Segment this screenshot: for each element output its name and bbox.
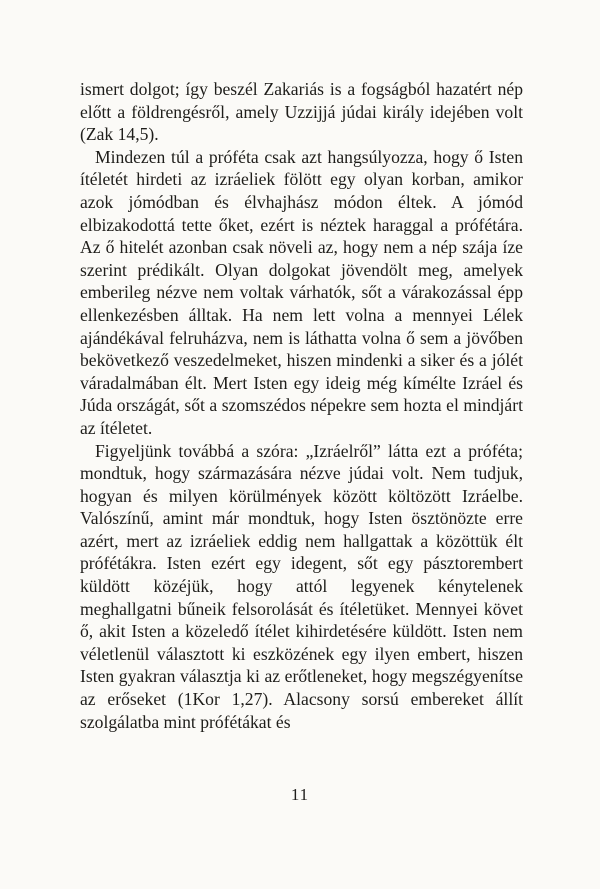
- page-number: 11: [290, 785, 310, 804]
- page-body: [80, 78, 523, 733]
- paragraph: Mindezen túl a próféta csak azt hangsúlyozza, hogy ő Isten ítéletét hirdeti az izráeliek fölött egy olyan korban, amikor azok jómódban és élvhajhász módon éltek. A jómód elbizakodottá tette őket, ezért is néztek haraggal a prófétára. Az ő hitelét azonban csak növeli az, hogy nem a nép szája íze szerint prédikált. Olyan dolgokat jövendölt meg, amelyek emberileg nézve nem voltak várhatók, sőt a várakozással épp ellenkezésben álltak. Ha nem lett volna a mennyei Lélek ajándékával felruházva, nem is láthatta volna ő sem a jövőben bekövetkező veszedelmeket, hiszen mindenki a siker és a jólét váradalmában élt. Mert Isten egy ideig még kímélte Izráel és Júda országát, sőt a szomszédos népekre sem hozta el mindjárt az ítéletet.: [80, 146, 523, 438]
- paragraph: Figyeljünk továbbá a szóra: „Izráelről” látta ezt a próféta; mondtuk, hogy származására nézve júdai volt. Nem tudjuk, hogyan és milyen körülmények között költözött Izráelbe. Valószínű, amint már mondtuk, hogy Isten ösztönözte erre azért, mert az izráeliek eddig nem hallgattak a közöttük élt prófétákra. Isten ezért egy idegent, sőt egy pásztorembert küldött közéjük, hogy attól legyenek kénytelenek meghallgatni bűneik felsorolását és ítéletüket. Mennyei követ ő, akit Isten a közeledő ítélet kihirdetésére küldött. Isten nem véletlenül választott ki eszközének egy ilyen embert, hiszen Isten gyakran választja ki az erőtleneket, hogy megszégyenítse az erőseket (1Kor 1,27). Alacsony sorsú embereket állít szolgálatba mint prófétákat és: [80, 440, 523, 732]
- paragraph-continuation: ismert dolgot; így beszél Zakariás is a fogságból hazatért nép előtt a földrengésről, amely Uzzijjá júdai király idejében volt (Zak 14,5).: [80, 79, 523, 145]
